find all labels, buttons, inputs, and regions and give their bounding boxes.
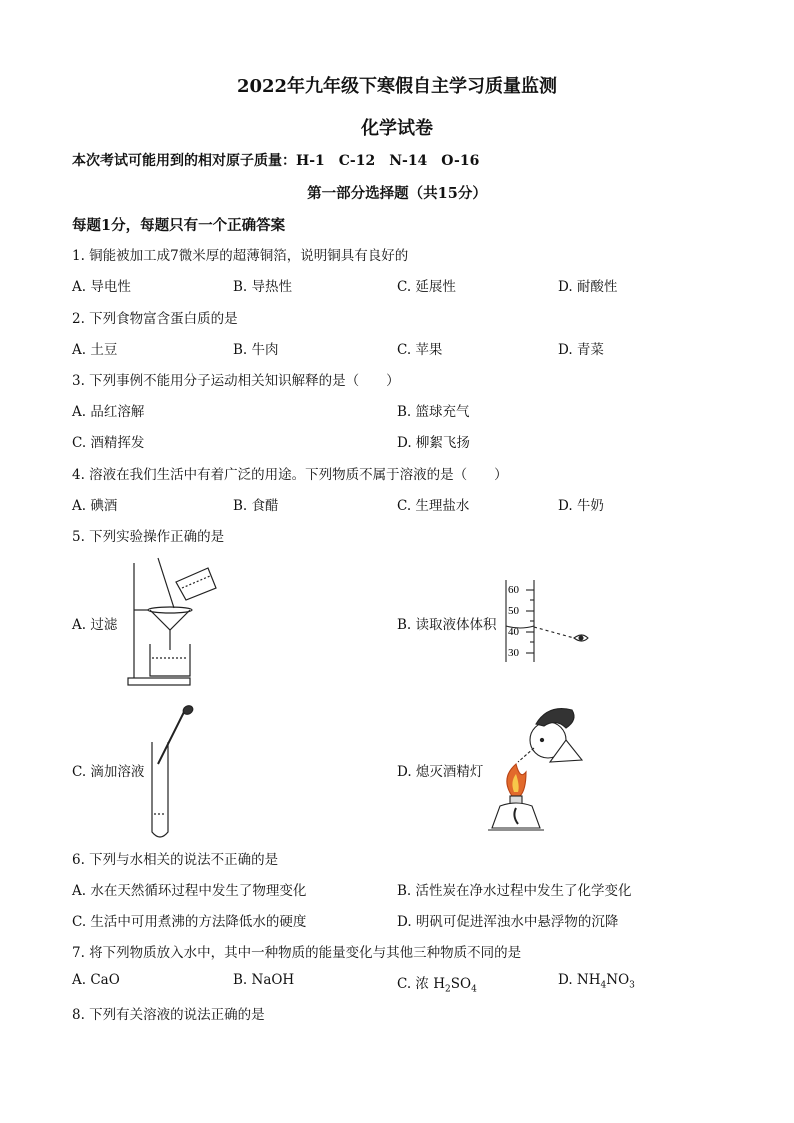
q7-option-b[interactable]: B. NaOH bbox=[233, 972, 295, 988]
cylinder-tick-30: 30 bbox=[508, 647, 519, 659]
q3-option-d[interactable]: D. 柳絮飞扬 bbox=[397, 435, 470, 451]
q7-c-sub-2: 4 bbox=[471, 984, 477, 995]
q4-option-a[interactable]: A. 碘酒 bbox=[72, 498, 118, 514]
q4-option-c[interactable]: C. 生理盐水 bbox=[397, 498, 470, 514]
exam-subtitle: 化学试卷 bbox=[361, 118, 433, 139]
q2-option-b[interactable]: B. 牛肉 bbox=[233, 342, 279, 358]
q4-option-b[interactable]: B. 食醋 bbox=[233, 498, 279, 514]
q7-option-d-text: D. NH bbox=[558, 972, 601, 988]
cylinder-reading-figure bbox=[502, 580, 602, 664]
question-7-stem: 7. 将下列物质放入水中，其中一种物质的能量变化与其他三种物质不同的是 bbox=[72, 945, 522, 961]
q1-option-c[interactable]: C. 延展性 bbox=[397, 279, 456, 295]
cylinder-tick-50: 50 bbox=[508, 605, 519, 617]
q7-d-mid: NO bbox=[606, 972, 630, 988]
question-5-stem: 5. 下列实验操作正确的是 bbox=[72, 529, 225, 545]
q5-option-c[interactable]: C. 滴加溶液 bbox=[72, 764, 145, 780]
cylinder-tick-60: 60 bbox=[508, 584, 519, 596]
q7-c-mid: SO bbox=[450, 976, 472, 992]
q3-option-b[interactable]: B. 篮球充气 bbox=[397, 404, 470, 420]
question-2-stem: 2. 下列食物富含蛋白质的是 bbox=[72, 311, 238, 327]
q7-d-sub-1: 4 bbox=[600, 980, 607, 991]
q5-option-d[interactable]: D. 熄灭酒精灯 bbox=[397, 764, 484, 780]
question-6-stem: 6. 下列与水相关的说法不正确的是 bbox=[72, 852, 279, 868]
q7-option-c-text: C. 浓 H bbox=[397, 976, 445, 992]
q4-option-d[interactable]: D. 牛奶 bbox=[558, 498, 604, 514]
cylinder-tick-40: 40 bbox=[508, 626, 519, 638]
question-4-stem: 4. 溶液在我们生活中有着广泛的用途。下列物质不属于溶液的是（ ） bbox=[72, 467, 508, 483]
q6-option-d[interactable]: D. 明矾可促进浑浊水中悬浮物的沉降 bbox=[397, 914, 619, 930]
atomic-masses: 本次考试可能用到的相对原子质量：H-1 C-12 N-14 O-16 bbox=[72, 153, 480, 169]
q6-option-a[interactable]: A. 水在天然循环过程中发生了物理变化 bbox=[72, 883, 307, 899]
q3-option-a[interactable]: A. 品红溶解 bbox=[72, 404, 145, 420]
q7-option-c[interactable] bbox=[397, 972, 477, 995]
q6-option-b[interactable]: B. 活性炭在净水过程中发生了化学变化 bbox=[397, 883, 632, 899]
section-title: 第一部分选择题（共15分） bbox=[307, 185, 487, 202]
q1-option-b[interactable]: B. 导热性 bbox=[233, 279, 293, 295]
question-3-stem: 3. 下列事例不能用分子运动相关知识解释的是（ ） bbox=[72, 373, 400, 389]
instruction: 每题1分，每题只有一个正确答案 bbox=[72, 217, 286, 234]
q7-option-a[interactable]: A. CaO bbox=[72, 972, 120, 988]
question-1-stem: 1. 铜能被加工成7微米厚的超薄铜箔，说明铜具有良好的 bbox=[72, 248, 409, 264]
alcohol-lamp-figure bbox=[486, 700, 586, 836]
exam-title: 2022年九年级下寒假自主学习质量监测 bbox=[236, 76, 558, 97]
q5-option-a[interactable]: A. 过滤 bbox=[72, 617, 118, 633]
q5-option-b[interactable]: B. 读取液体体积 bbox=[397, 617, 497, 633]
q6-option-c[interactable]: C. 生活中可用煮沸的方法降低水的硬度 bbox=[72, 914, 307, 930]
q7-c-sub-1: 2 bbox=[445, 984, 451, 995]
q2-option-c[interactable]: C. 苹果 bbox=[397, 342, 443, 358]
q1-option-d[interactable]: D. 耐酸性 bbox=[558, 279, 618, 295]
q1-option-a[interactable]: A. 导电性 bbox=[72, 279, 131, 295]
dropper-figure bbox=[148, 704, 198, 844]
q7-option-d[interactable] bbox=[558, 972, 635, 991]
q2-option-d[interactable]: D. 青菜 bbox=[558, 342, 604, 358]
q7-d-sub-2: 3 bbox=[629, 980, 635, 991]
question-8-stem: 8. 下列有关溶液的说法正确的是 bbox=[72, 1007, 265, 1023]
filtration-figure bbox=[128, 558, 218, 688]
q3-option-c[interactable]: C. 酒精挥发 bbox=[72, 435, 145, 451]
q2-option-a[interactable]: A. 土豆 bbox=[72, 342, 118, 358]
